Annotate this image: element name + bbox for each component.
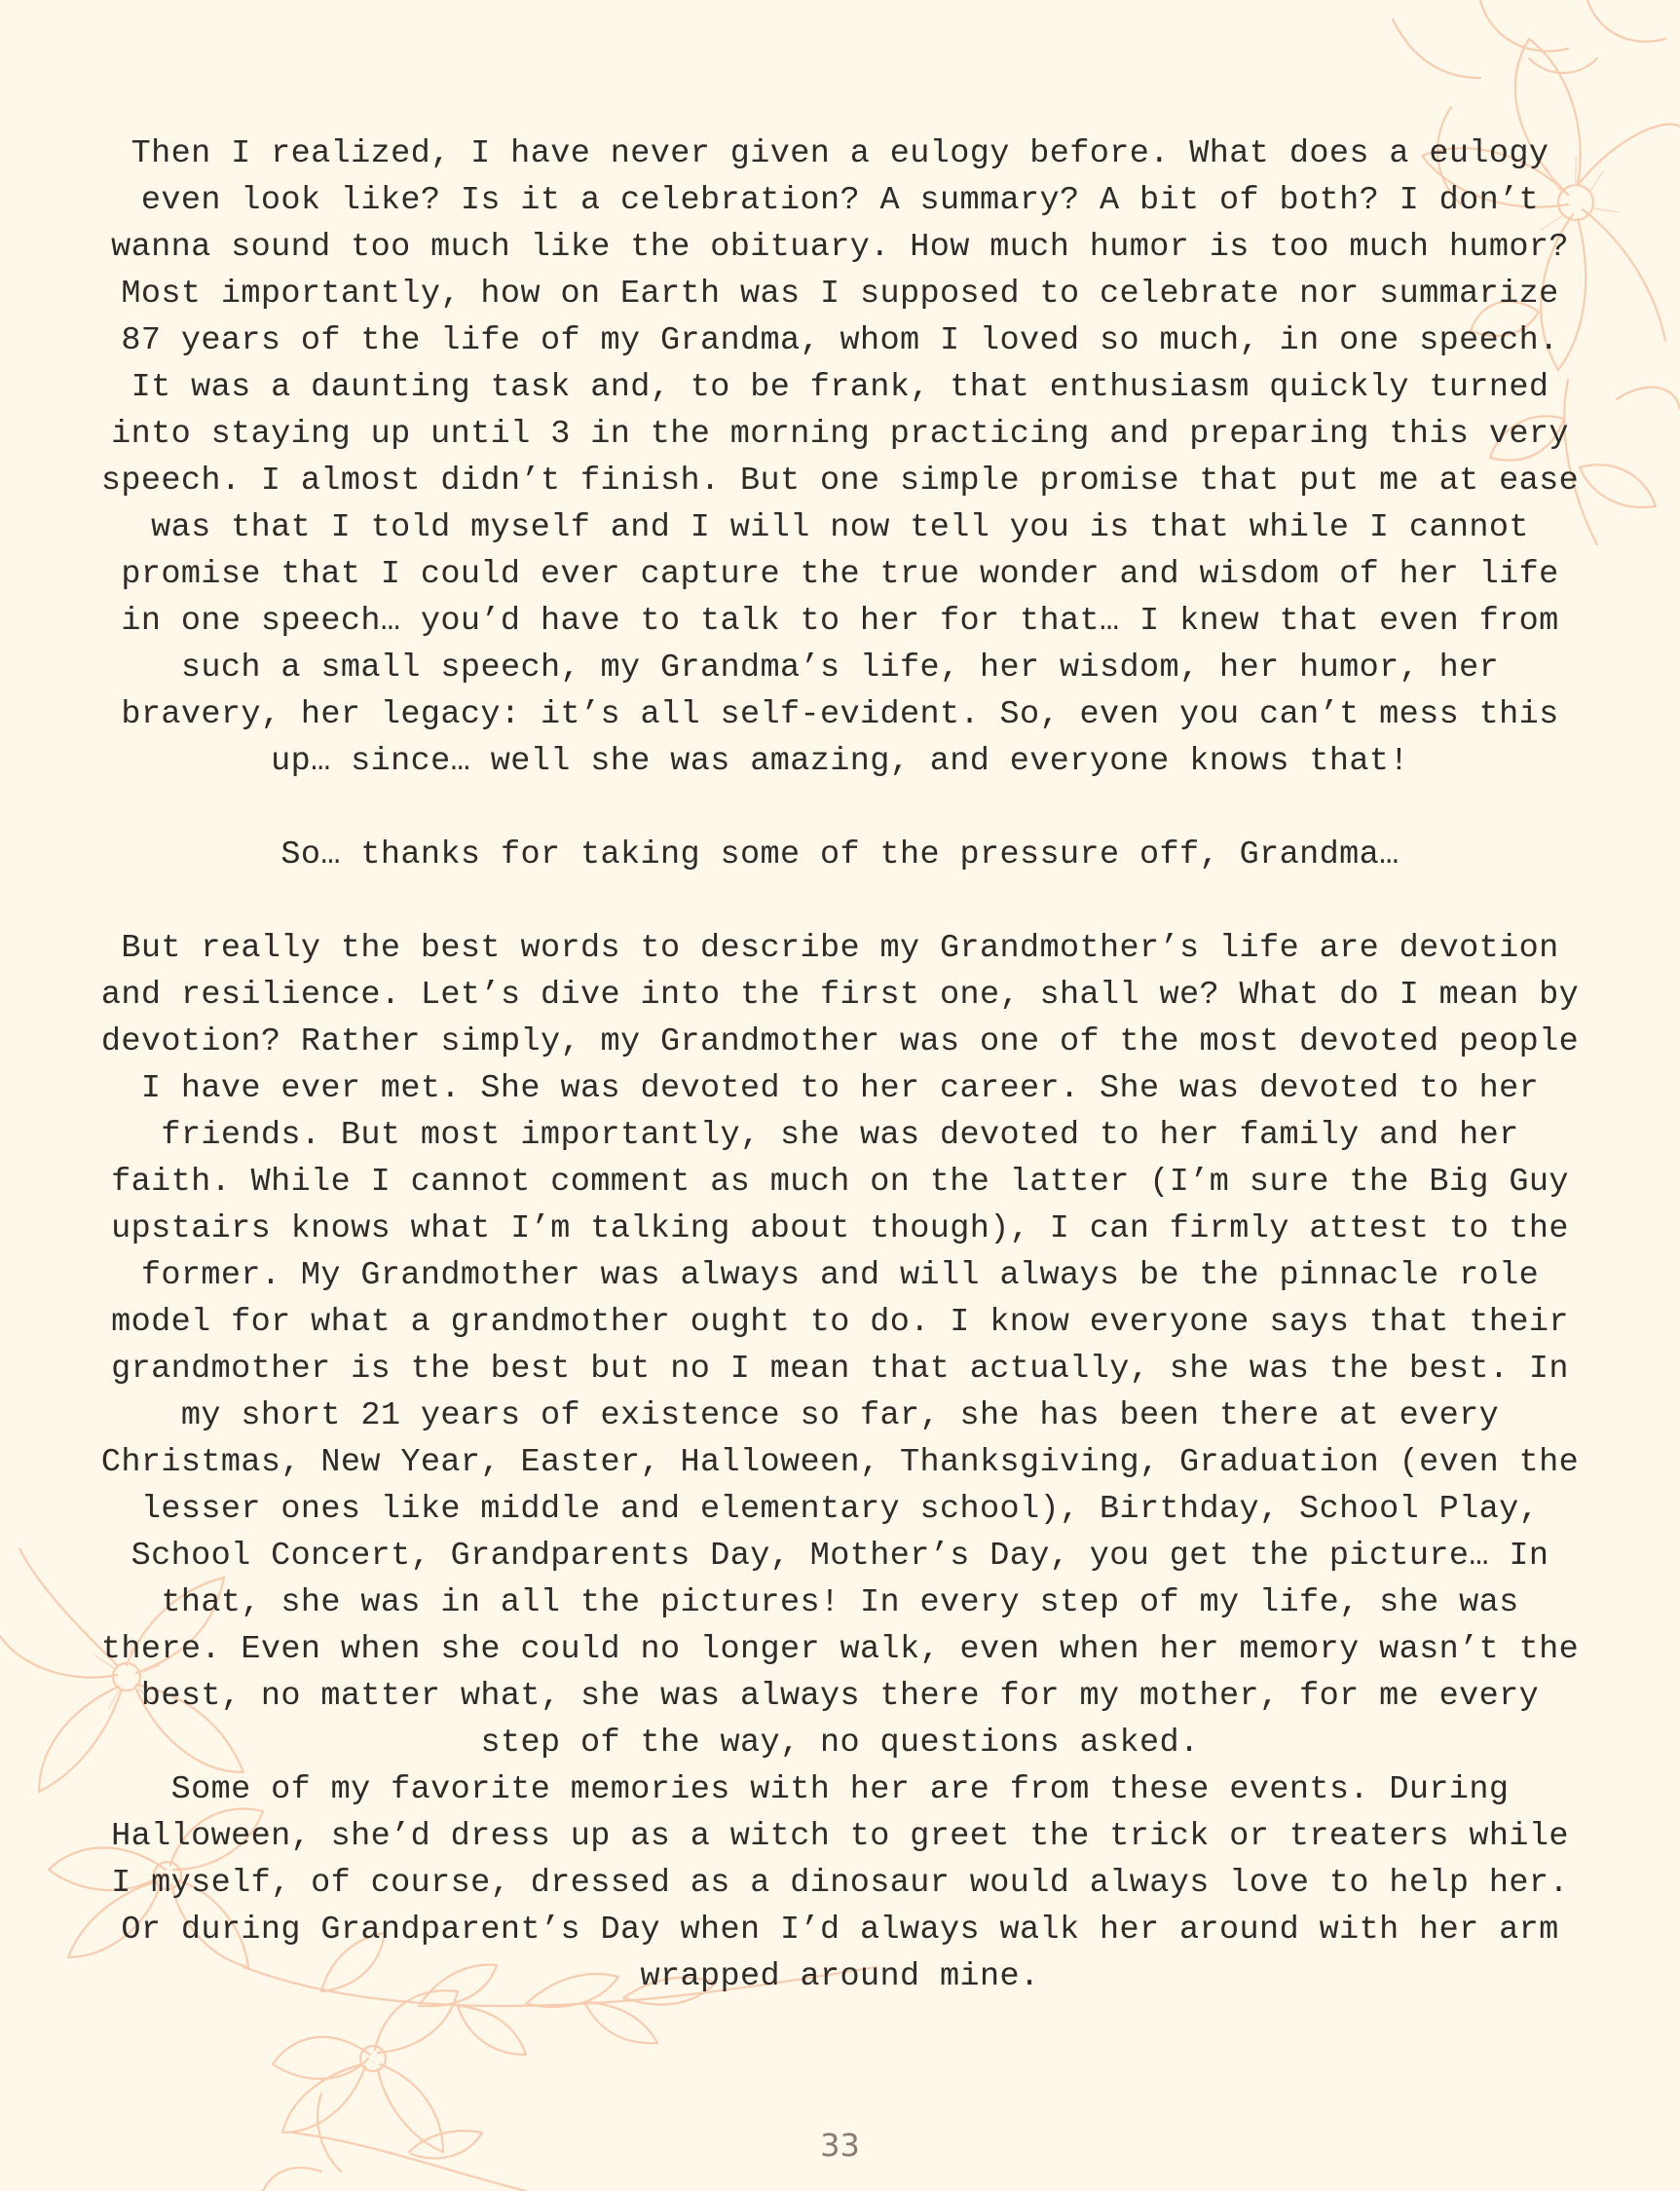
- paragraph-spacer: [93, 878, 1587, 925]
- paragraph-thanks: So… thanks for taking some of the pressure off, Grandma…: [280, 836, 1400, 873]
- paragraph-spacer: [93, 785, 1587, 832]
- paragraph-devotion: But really the best words to describe my Grandmother’s life are devotion and resilience. Let’s dive into the first one, shall we? What do I mean by devotion? Rather simply, my Grandmother was one of the most devoted people I have ever met. She was devoted to her career. She was devoted to her friends. But most importantly, she was devoted to her family and her faith. While I cannot comment as much on the latter (I’m sure the Big Guy upstairs knows what I’m talking about though), I can firmly attest to the former. My Grandmother was always and will always be the pinnacle role model for what a grandmother ought to do. I know everyone says that their grandmother is the best but no I mean that actually, she was the best. In my short 21 years of existence so far, she has been there at every Christmas, New Year, Easter, Halloween, Thanksgiving, Graduation (even the lesser ones like middle and elementary school), Birthday, School Play, School Concert, Grandparents Day, Mother’s Day, you get the picture… In that, she was in all the pictures! In every step of my life, she was there. Even when she could no longer walk, even when her memory wasn’t the best, no matter what, she was always there for my mother, for me every step of the way, no questions asked.: [100, 930, 1580, 1762]
- eulogy-body: [93, 130, 1587, 2000]
- page-number: 33: [820, 2127, 860, 2164]
- paragraph-intro: Then I realized, I have never given a eulogy before. What does a eulogy even look like? Is it a celebration? A summary? A bit of both? I don’t wanna sound too much like the obituary. How much humor is too much humor? Most importantly, how on Earth was I supposed to celebrate nor summarize 87 years of the life of my Grandma, whom I loved so much, in one speech. It was a daunting task and, to be frank, that enthusiasm quickly turned into staying up until 3 in the morning practicing and preparing this very speech. I almost didn’t finish. But one simple promise that put me at ease was that I told myself and I will now tell you is that while I cannot promise that I could ever capture the true wonder and wisdom of her life in one speech… you’d have to talk to her for that… I knew that even from such a small speech, my Grandma’s life, her wisdom, her humor, her bravery, her legacy: it’s all self-evident. So, even you can’t mess this up… since… well she was amazing, and everyone knows that!: [100, 135, 1580, 780]
- paragraph-memories: Some of my favorite memories with her are from these events. During Halloween, she’d dress up as a witch to greet the trick or treaters while I myself, of course, dressed as a dinosaur would always love to help her. Or during Grandparent’s Day when I’d always walk her around with her arm wrapped around mine.: [111, 1771, 1569, 1995]
